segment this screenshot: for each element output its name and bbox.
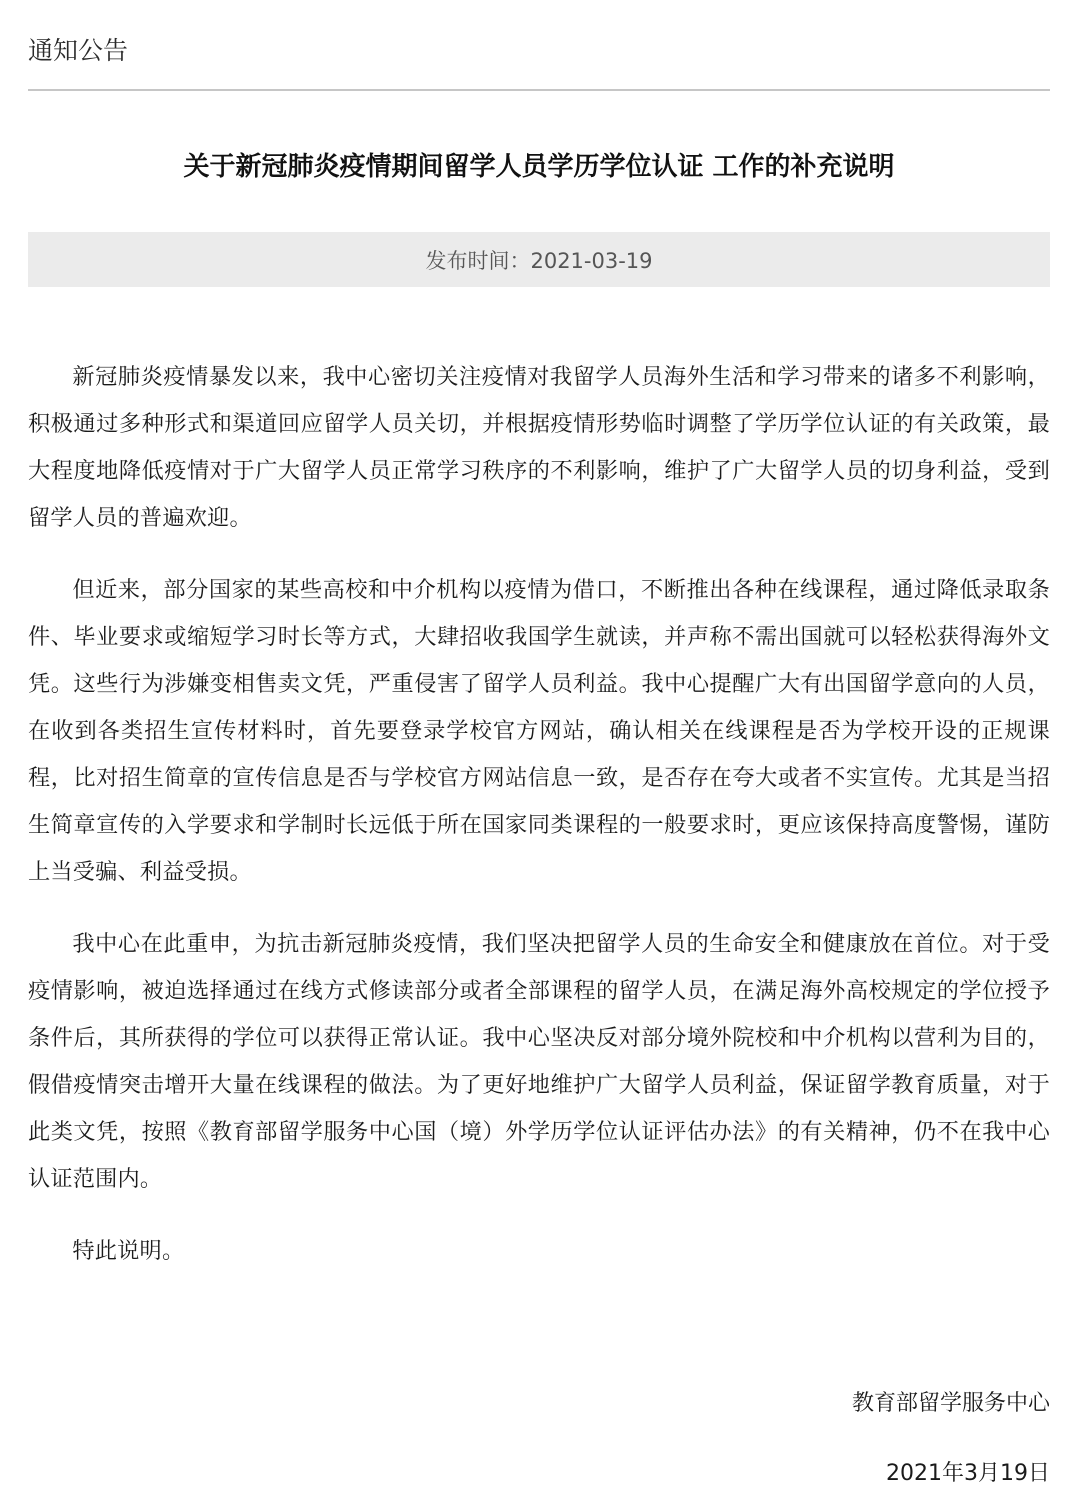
paragraph-1: 新冠肺炎疫情暴发以来，我中心密切关注疫情对我留学人员海外生活和学习带来的诸多不利影响，积极通过多种形式和渠道回应留学人员关切，并根据疫情形势临时调整了学历学位认证的有关政策，最大程度地降低疫情对于广大留学人员正常学习秩序的不利影响，维护了广大留学人员的切身利益，受到留学人员的普遍欢迎。 <box>28 364 1050 531</box>
issuer-signature: 教育部留学服务中心 <box>851 1391 1050 1416</box>
publish-time: 发布时间：2021-03-19 <box>425 248 653 273</box>
paragraph-4: 特此说明。 <box>72 1238 185 1264</box>
section-header: 通知公告 <box>28 36 129 65</box>
paragraph-2: 但近来，部分国家的某些高校和中介机构以疫情为借口，不断推出各种在线课程，通过降低录取条件、毕业要求或缩短学习时长等方式，大肆招收我国学生就读，并声称不需出国就可以轻松获得海外文凭。这些行为涉嫌变相售卖文凭，严重侵害了留学人员利益。我中心提醒广大有出国留学意向的人员，在收到各类招生宣传材料时，首先要登录学校官方网站，确认相关在线课程是否为学校开设的正规课程，比对招生简章的宣传信息是否与学校官方网站信息一致，是否存在夸大或者不实宣传。尤其是当招生简章宣传的入学要求和学制时长远低于所在国家同类课程的一般要求时，更应该保持高度警惕，谨防上当受骗、利益受损。 <box>28 577 1050 885</box>
paragraph-3: 我中心在此重申，为抗击新冠肺炎疫情，我们坚决把留学人员的生命安全和健康放在首位。对于受疫情影响，被迫选择通过在线方式修读部分或者全部课程的留学人员，在满足海外高校规定的学位授予条件后，其所获得的学位可以获得正常认证。我中心坚决反对部分境外院校和中介机构以营利为目的，假借疫情突击增开大量在线课程的做法。为了更好地维护广大留学人员利益，保证留学教育质量，对于此类文凭，按照《教育部留学服务中心国（境）外学历学位认证评估办法》的有关精神，仍不在我中心认证范围内。 <box>28 931 1050 1192</box>
header-divider <box>28 89 1050 91</box>
article-body <box>28 354 1050 1300</box>
article-title: 关于新冠肺炎疫情期间留学人员学历学位认证 工作的补充说明 <box>183 152 895 183</box>
publish-time-bar <box>28 232 1050 287</box>
signature-date: 2021年3月19日 <box>886 1461 1050 1486</box>
